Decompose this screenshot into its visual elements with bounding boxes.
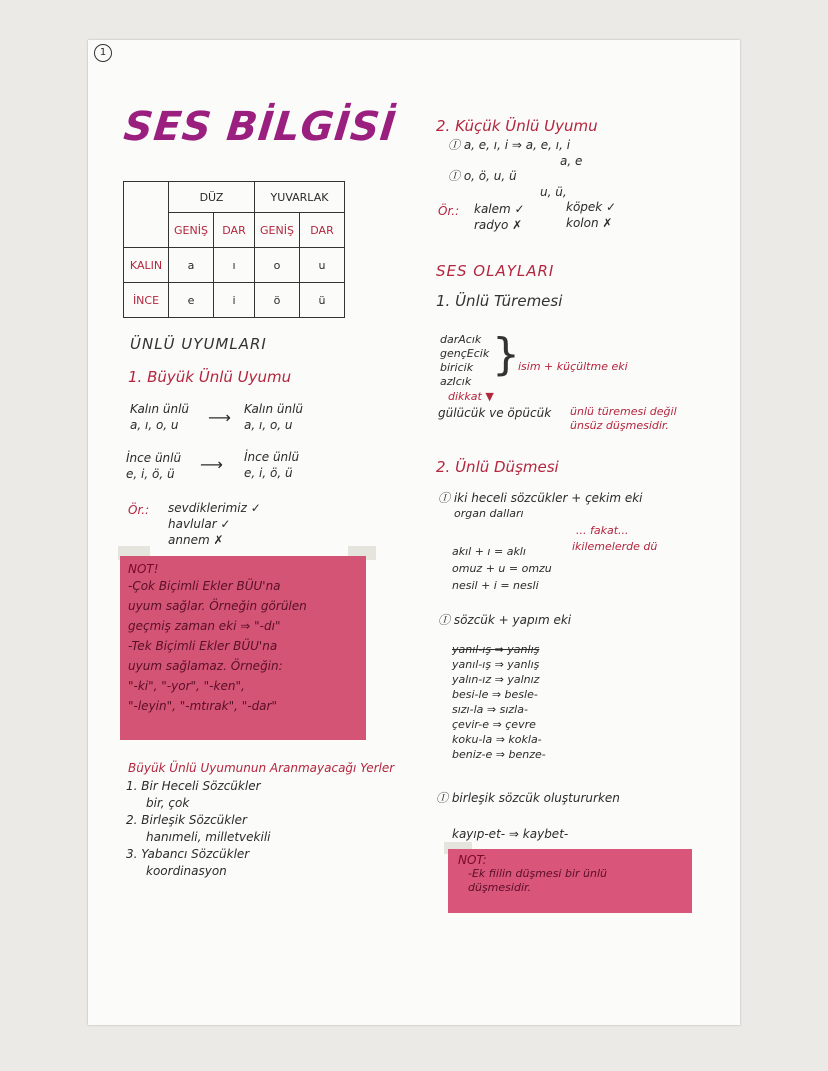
list-item: annem ✗ [168,533,224,547]
note-line: düşmesidir. [468,881,532,894]
note-title: NOT: [458,853,487,867]
table-sub-header: GENİŞ [255,213,300,248]
table-sub-header: DAR [300,213,345,248]
section-heading: ÜNLÜ UYUMLARI [130,335,267,353]
list-item: koku-la ⇒ kokla- [452,733,542,746]
list-item: nesil + i = nesli [452,579,539,592]
table-sub-header: DAR [214,213,255,248]
note-title: NOT! [128,562,159,576]
rule-text: Kalın ünlü [130,402,190,416]
exceptions-list [126,778,270,880]
rule-text: e, i, ö, ü [126,467,175,481]
sticky-note [120,556,366,740]
row-label: İNCE [124,283,169,318]
rule-text: İnce ünlü [244,450,300,464]
note-line: "-leyin", "-mtırak", "-dar" [128,699,277,713]
note-line: uyum sağlar. Örneğin görülen [128,599,307,613]
table-corner [124,182,169,248]
row-label: KALIN [124,248,169,283]
list-item: sızı-la ⇒ sızla- [452,703,528,716]
list-item: radyo ✗ [474,218,523,232]
arrow-icon: ⟶ [208,408,231,427]
subheading-unlu-dusmesi: 2. Ünlü Düşmesi [436,458,559,476]
table-cell: ü [300,283,345,318]
brace-icon: } [492,329,520,380]
fakat-label: ... fakat... [576,524,629,537]
rule-text: e, i, ö, ü [244,466,293,480]
kuu-rule-2-bottom: u, ü, [540,185,567,199]
note-line: geçmiş zaman eki ⇒ "-dı" [128,619,281,633]
note-line: -Ek fiilin düşmesi bir ünlü [468,867,608,880]
list-item: yanıl-ış ⇒ yanlış [452,658,540,671]
note-line: uyum sağlamaz. Örneğin: [128,659,283,673]
list-item: koordinasyon [146,864,227,878]
list-item: beniz-e ⇒ benze- [452,748,546,761]
dusme-examples-2 [452,642,546,762]
kuu-rule-2-top: a, e [560,154,583,168]
table-cell: e [169,283,214,318]
list-item: 1. Bir Heceli Sözcükler [126,779,261,793]
note-line: -Tek Biçimli Ekler BÜU'na [128,639,278,653]
sticky-note [448,849,692,913]
dusme-rule-1: Ⓘ iki heceli sözcükler + çekim eki [438,491,643,505]
example-list [168,500,261,548]
kuu-rule-1: Ⓘ a, e, ı, i ⇒ a, e, ı, i [448,138,571,152]
list-item: gençEcik [440,347,490,360]
note-line: "-ki", "-yor", "-ken", [128,679,245,693]
page-number: 1 [94,44,112,62]
table-row [124,248,345,283]
arrow-icon: ⟶ [200,455,223,474]
subheading-kucuk-unlu-uyumu: 2. Küçük Ünlü Uyumu [436,117,598,135]
kuu-rule-2: Ⓘ o, ö, u, ü [448,169,517,183]
table-sub-header: GENİŞ [169,213,214,248]
example-label: Ör.: [128,503,150,517]
table-cell: a [169,248,214,283]
example-label: Ör.: [438,204,460,218]
list-item: azIcık [440,375,472,388]
rule-left [130,401,189,433]
section-heading: SES OLAYLARI [436,262,555,280]
rule-right [244,401,303,433]
list-item: kolon ✗ [566,216,613,230]
list-item: çevir-e ⇒ çevre [452,718,536,731]
table-cell: i [214,283,255,318]
note-line: -Çok Biçimli Ekler BÜU'na [128,579,281,593]
dikkat-note [570,405,677,433]
page-title: SES BİLGİSİ [121,104,399,150]
turemesi-words [440,333,489,389]
dusme-rule-1-sub: organ dalları [454,507,524,520]
example-list [566,199,616,231]
list-item: havlular ✓ [168,517,231,531]
rule-text: İnce ünlü [126,451,182,465]
rule-text: a, ı, o, u [244,418,293,432]
table-group-header: YUVARLAK [255,182,345,213]
list-item: darAcık [440,333,482,346]
example-list [474,201,525,233]
dusme-example-3: kayıp-et- ⇒ kaybet- [452,827,569,841]
list-item: köpek ✓ [566,200,617,214]
dusme-rule-3: Ⓘ birleşik sözcük oluştururken [436,791,620,805]
list-item: bir, çok [146,796,190,810]
rule-right [244,449,299,481]
dusme-rule-2: Ⓘ sözcük + yapım eki [438,613,572,627]
list-item: kalem ✓ [474,202,525,216]
list-item: akıl + ı = aklı [452,545,526,558]
list-item: 3. Yabancı Sözcükler [126,847,250,861]
subheading-unlu-turemesi: 1. Ünlü Türemesi [436,292,563,310]
table-cell: ı [214,248,255,283]
note-line: ünsüz düşmesidir. [570,419,669,432]
rule-left [126,450,181,482]
table-cell: ö [255,283,300,318]
vowel-table [123,181,345,318]
dikkat-label: dikkat ▼ [448,390,494,403]
dusme-examples-1 [452,543,552,594]
rule-text: Kalın ünlü [244,402,304,416]
list-item: sevdiklerimiz ✓ [168,501,261,515]
table-row [124,283,345,318]
list-item: omuz + u = omzu [452,562,552,575]
list-item: yalın-ız ⇒ yalnız [452,673,540,686]
turemesi-label: isim + küçültme eki [518,360,628,373]
fakat-note: ikilemelerde dü [572,540,658,553]
dikkat-text: gülücük ve öpücük [438,406,552,420]
table-cell: o [255,248,300,283]
list-item: yanıl-ış ⇒ yanlış [452,643,540,656]
table-cell: u [300,248,345,283]
list-item: 2. Birleşik Sözcükler [126,813,247,827]
list-item: besi-le ⇒ besle- [452,688,538,701]
exceptions-title: Büyük Ünlü Uyumunun Aranmayacağı Yerler [128,761,395,775]
subheading-buyuk-unlu-uyumu: 1. Büyük Ünlü Uyumu [128,368,292,386]
list-item: hanımeli, milletvekili [146,830,271,844]
list-item: biricik [440,361,474,374]
note-line: ünlü türemesi değil [570,405,677,418]
rule-text: a, ı, o, u [130,418,179,432]
table-group-header: DÜZ [169,182,255,213]
